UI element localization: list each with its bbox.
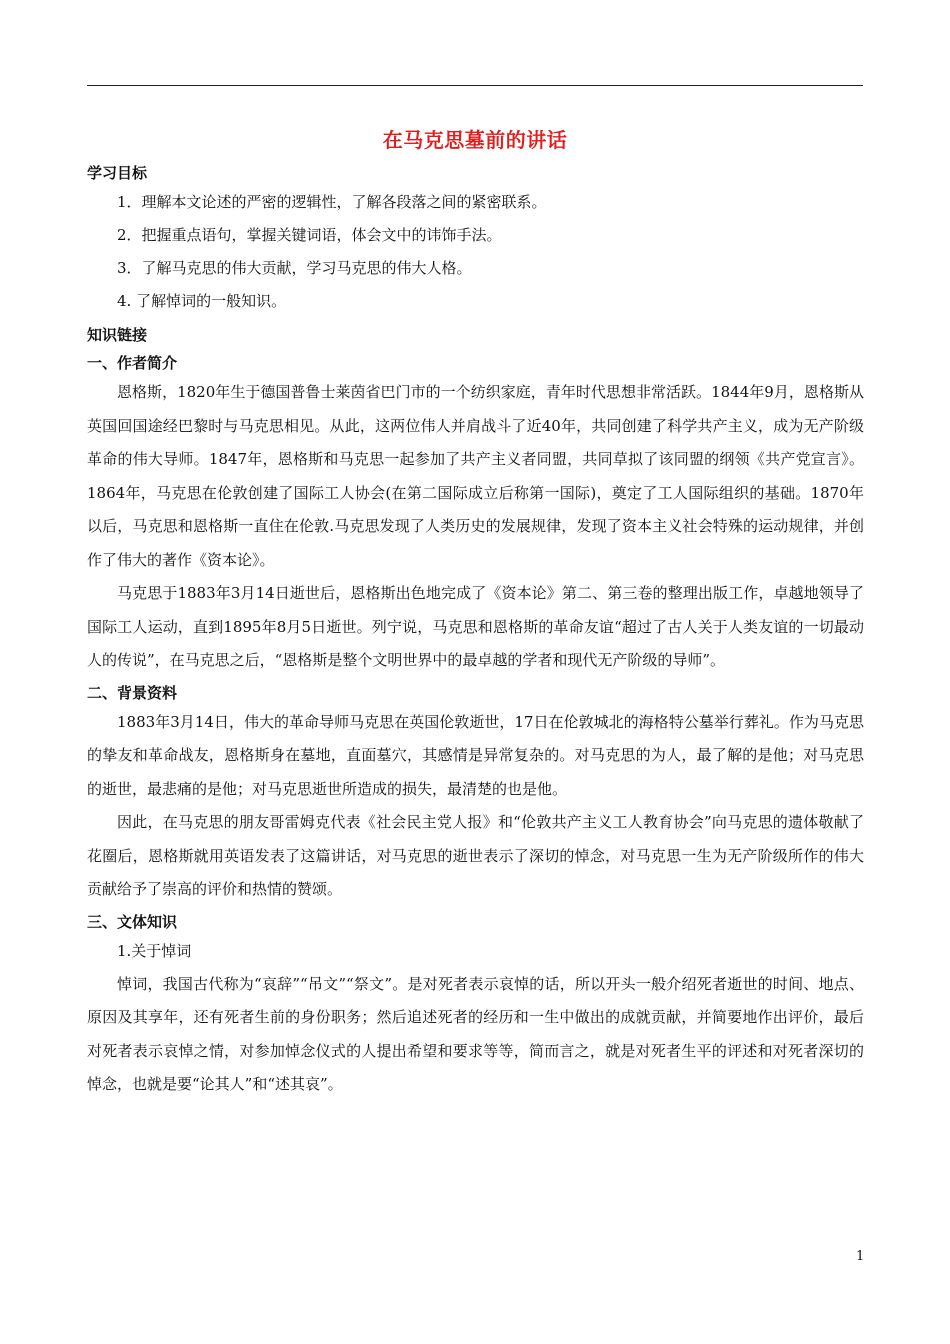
goal-item: 2．把握重点语句，掌握关键词语，体会文中的讳饰手法。 — [117, 226, 502, 244]
style-paragraph: 悼词，我国古代称为“哀辞”“吊文”“祭文”。是对死者表示哀悼的话，所以开头一般介绍死者逝世的时间、地点、原因及其享年，还有死者生前的身份职务；然后追述死者的经历和一生中做出的成就贡献，并简要地作出评价，最后对死者表示哀悼之情，对参加悼念仪式的人提出希望和要求等等，简而言之，就是对死者生平的评述和对死者深切的悼念，也就是要“论其人”和“述其哀”。 — [87, 974, 865, 1093]
goal-item: 1．理解本文论述的严密的逻辑性，了解各段落之间的紧密联系。 — [117, 193, 547, 211]
author-paragraph: 马克思于1883年3月14日逝世后，恩格斯出色地完成了《资本论》第二、第三卷的整理出版工作，卓越地领导了国际工人运动，直到1895年8月5日逝世。列宁说，马克思和恩格斯的革命友谊“超过了古人关于人类友谊的一切最动人的传说”，在马克思之后，“恩格斯是整个文明世界中的最卓越的学者和现代无产阶级的导师”。 — [87, 584, 864, 669]
goals-heading: 学习目标 — [87, 164, 148, 182]
style-subheading: 1.关于悼词 — [117, 941, 192, 960]
header-rule — [87, 85, 863, 86]
background-paragraph: 因此，在马克思的朋友哥雷姆克代表《社会民主党人报》和“伦敦共产主义工人教育协会”向马克思的遗体敬献了花圈后，恩格斯就用英语发表了这篇讲话，对马克思的逝世表示了深切的悼念，对马克思一生为无产阶级所作的伟大贡献给予了崇高的评价和热情的赞颂。 — [87, 813, 864, 898]
author-paragraph: 恩格斯，1820年生于德国普鲁士莱茵省巴门市的一个纺织家庭，青年时代思想非常活跃。1844年9月，恩格斯从英国回国途经巴黎时与马克思相见。从此，这两位伟人并肩战斗了近40年，共同创建了科学共产主义，成为无产阶级革命的伟大导师。1847年，恩格斯和马克思一起参加了共产主义者同盟，共同草拟了该同盟的纲领《共产党宣言》。1864年，马克思在伦敦创建了国际工人协会(在第二国际成立后称第一国际)，奠定了工人国际组织的基础。1870年以后，马克思和恩格斯一直住在伦敦.马克思发现了人类历史的发展规律，发现了资本主义社会特殊的运动规律，并创作了伟大的著作《资本论》。 — [87, 383, 864, 569]
goal-item: 3．了解马克思的伟大贡献，学习马克思的伟大人格。 — [117, 259, 472, 277]
document-body — [87, 160, 864, 1102]
background-heading: 二、背景资料 — [87, 683, 178, 702]
style-heading: 三、文体知识 — [87, 912, 178, 931]
page-number: 1 — [856, 1249, 865, 1264]
document-title: 在马克思墓前的讲话 — [382, 128, 568, 152]
background-paragraph: 1883年3月14日，伟大的革命导师马克思在英国伦敦逝世，17日在伦敦城北的海格特公墓举行葬礼。作为马克思的挚友和革命战友，恩格斯身在墓地，直面墓穴，其感情是异常复杂的。对马克思的为人，最了解的是他；对马克思的逝世，最悲痛的是他；对马克思逝世所造成的损失，最清楚的也是他。 — [87, 712, 864, 798]
goal-item: 4. 了解悼词的一般知识。 — [117, 292, 287, 310]
author-heading: 一、作者简介 — [87, 354, 178, 372]
knowledge-heading: 知识链接 — [87, 326, 148, 344]
